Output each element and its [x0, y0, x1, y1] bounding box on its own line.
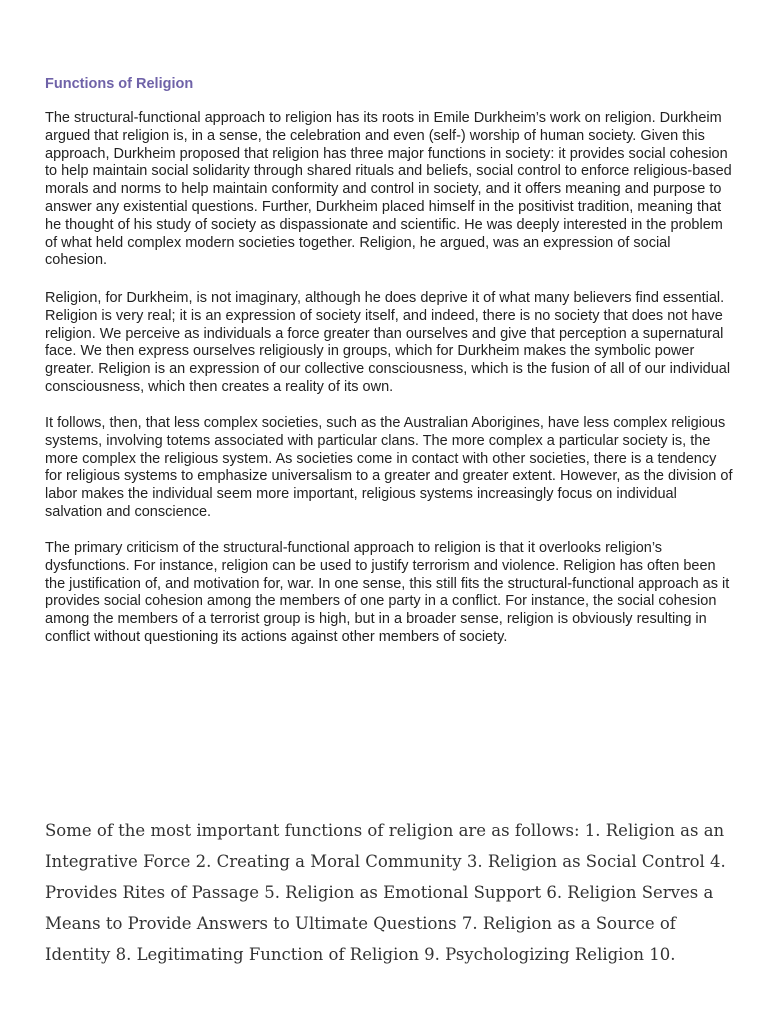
paragraph-criticism: The primary criticism of the structural-functional approach to religion is that it overlooks religion’s dysfunctions. For instance, religion can be used to justify terrorism and violence. Religion has often been the justification of, and motivation for, war. In one sense, this still fits the structural-functional approach as it provides social cohesion among the members of one party in a conflict. For instance, the social cohesion among the members of a terrorist group is high, but in a broader sense, religion is obviously resulting in conflict without questioning its actions against other members of society. — [45, 540, 730, 645]
paragraph-complex-societies: It follows, then, that less complex societies, such as the Australian Aborigines, have less complex religious systems, involving totems associated with particular clans. The more complex a particular society is, the more complex the religious system. As societies come in contact with other societies, there is a tendency for religious systems to emphasize universalism to a greater and greater extent. However, as the division of labor makes the individual seem more important, religious systems increasingly focus on individual salvation and conscience. — [45, 415, 733, 520]
paragraph-structural-functional: The structural-functional approach to religion has its roots in Emile Durkheim’s work on religion. Durkheim argued that religion is, in a sense, the celebration and even (self-) worship of human society. Given this approach, Durkheim proposed that religion has three major functions in society: it provides social cohesion to help maintain social solidarity through shared rituals and beliefs, social control to enforce religious-based morals and norms to help maintain conformity and control in society, and it offers meaning and purpose to answer any existential questions. Further, Durkheim placed himself in the positivist tradition, meaning that he thought of his study of society as dispassionate and scientific. He was deeply interested in the problem of what held complex modern societies together. Religion, he argued, was an expression of social cohesion. — [45, 110, 732, 269]
functions-summary: Some of the most important functions of religion are as follows: 1. Religion as an Integrative Force 2. Creating a Moral Community 3. Religion as Social Control 4. Provides Rites of Passage 5. Religion as Emotional Support 6. Religion Serves a Means to Provide Answers to Ultimate Questions 7. Religion as a Source of Identity 8. Legitimating Function of Religion 9. Psychologizing Religion 10. — [45, 821, 726, 964]
paragraph-durkheim-reality: Religion, for Durkheim, is not imaginary, although he does deprive it of what many believers find essential. Religion is very real; it is an expression of society itself, and indeed, there is no society that does not have religion. We perceive as individuals a force greater than ourselves and give that perception a supernatural face. We then express ourselves religiously in groups, which for Durkheim makes the symbolic power greater. Religion is an expression of our collective consciousness, which is the fusion of all of our individual consciousness, which then creates a reality of its own. — [45, 290, 731, 395]
page-title: Functions of Religion — [45, 76, 194, 92]
